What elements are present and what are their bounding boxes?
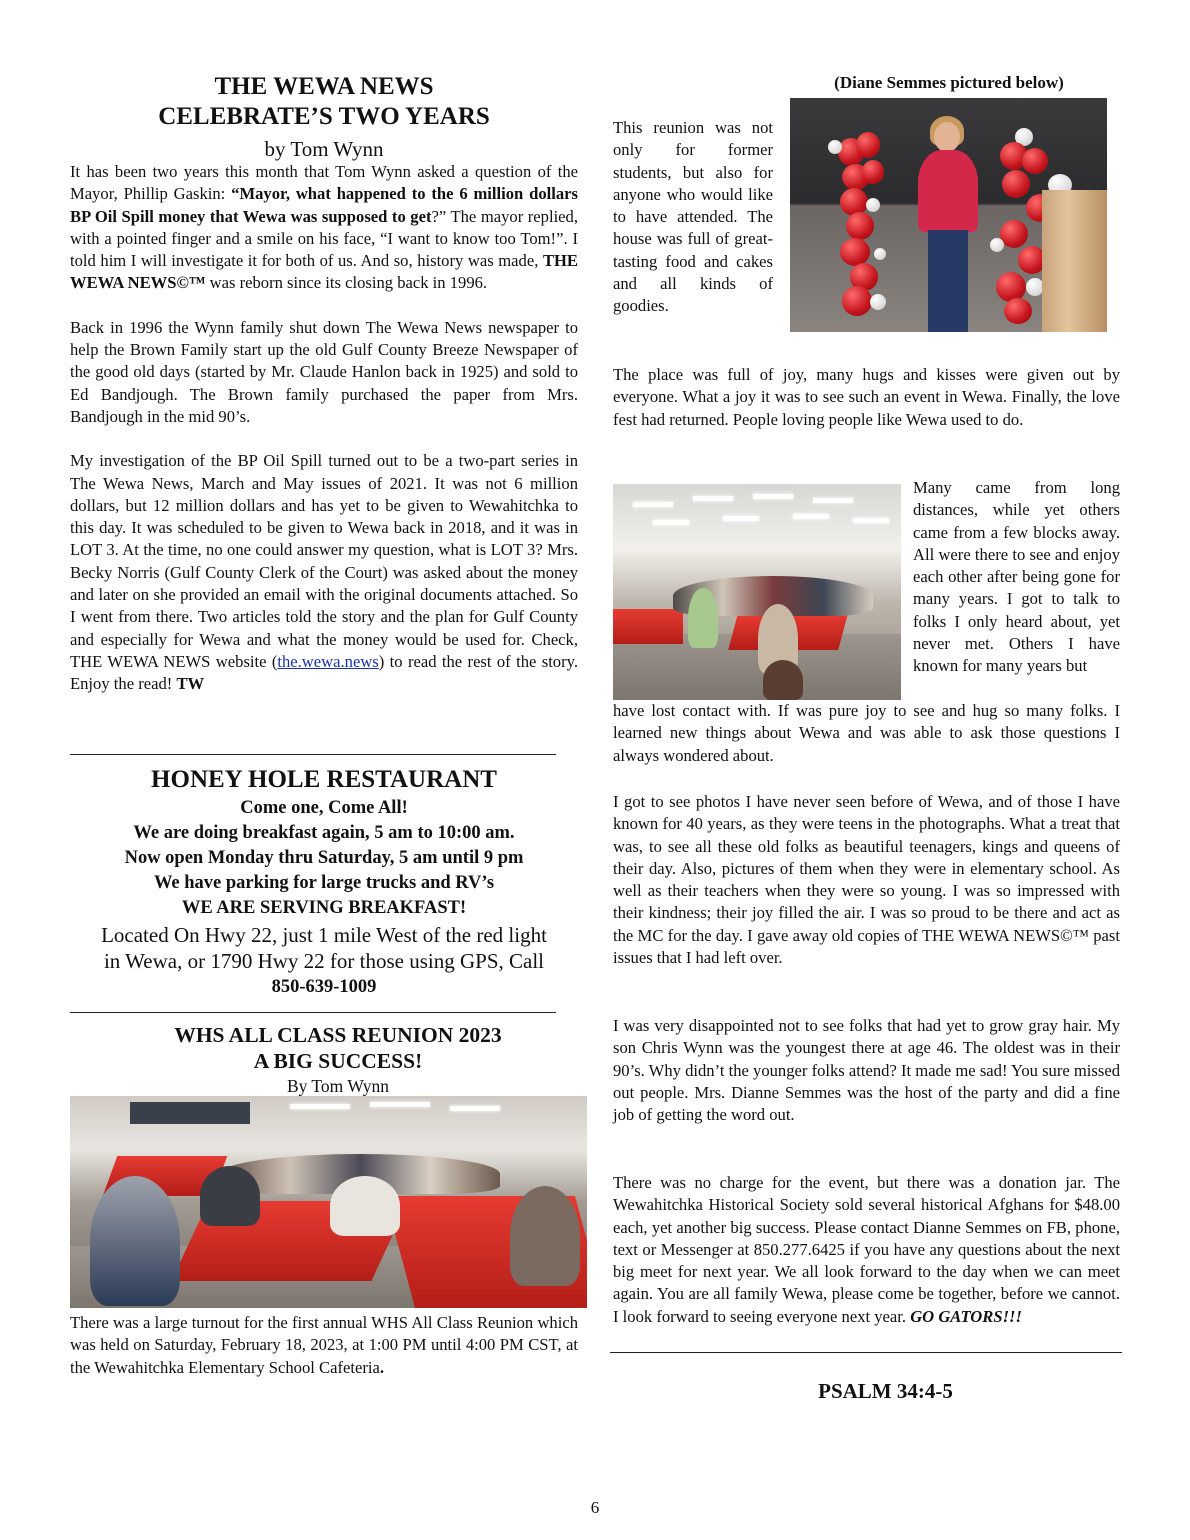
text: ?” The mayor replied, with a pointed finger and a smile on his face, “I want to know too Tom!”. I told him I will investigate it for both of us. And so, history was made, [70, 206, 578, 271]
signature-initials: TW [176, 674, 205, 694]
title-line: CELEBRATE’S TWO YEARS [158, 103, 490, 130]
ad-line: Now open Monday thru Saturday, 5 am until 9 pm [124, 848, 524, 868]
article-byline: By Tom Wynn [286, 1076, 390, 1096]
closing-cheer: GO GATORS!!! [910, 1306, 1022, 1326]
article-body-wewa-news [70, 161, 578, 696]
paragraph [70, 161, 578, 295]
article-title-reunion [100, 1022, 576, 1074]
ad-location: in Wewa, or 1790 Hwy 22 for those using GPS, Call [103, 949, 545, 973]
ad-location: Located On Hwy 22, just 1 mile West of the red light [101, 923, 547, 947]
text: was reborn since its closing back in 1996. [205, 273, 488, 293]
paragraph-distances-continued: have lost contact with. If was pure joy to see and hug so many folks. I learned new things about Wewa and was able to ask those questions I always wondered about. [613, 701, 1120, 765]
bold-question: “Mayor, what happened to the 6 million dollars BP Oil Spill money that Wewa was supposed to get [70, 184, 578, 226]
paragraph-joy: The place was full of joy, many hugs and kisses were given out by everyone. What a joy it was to see such an event in Wewa. Finally, the love fest had returned. People loving people like Wewa used to do. [613, 365, 1120, 429]
restaurant-ad [70, 764, 578, 1000]
paragraph-distances: Many came from long distances, while yet others came from a few blocks away. All were there to see and enjoy each other after being gone for many years. I got to talk to folks I only heard about, yet never met. Others I have known for many years but [913, 478, 1120, 676]
bold-name: THE WEWA NEWS©™ [70, 251, 578, 293]
article-byline: by Tom Wynn [264, 137, 384, 161]
title-line: THE WEWA NEWS [214, 73, 434, 100]
article-title-wewa-news [70, 72, 578, 132]
title-line: WHS ALL CLASS REUNION 2023 [174, 1023, 502, 1047]
text: ) to read the rest of the story. Enjoy the read! [70, 651, 578, 694]
page-number: 6 [590, 1498, 600, 1517]
divider [70, 754, 556, 755]
reunion-crowd-photo [613, 484, 901, 700]
ad-title: HONEY HOLE RESTAURANT [151, 766, 497, 793]
psalm-reference: PSALM 34:4-5 [818, 1379, 953, 1403]
paragraph-donation [613, 1172, 1120, 1328]
ad-phone: 850-639-1009 [271, 977, 377, 997]
reunion-cafeteria-photo [70, 1096, 587, 1308]
text: There was no charge for the event, but there was a donation jar. The Wewahitchka Historical Society sold several historical Afghans for $48.00 each, yet another big success. Please contact Dianne Semmes on FB, phone, text or Messenger at 850.277.6425 if you have any questions about the next big meet for next year. We all look forward to the day when we can meet again. You are all family Wewa, please come be together, before we cannot. I look forward to seeing everyone next year. [613, 1173, 1120, 1326]
paragraph [70, 450, 578, 695]
title-line: A BIG SUCCESS! [253, 1049, 423, 1073]
diane-semmes-photo [790, 98, 1107, 332]
text: There was a large turnout for the first annual WHS All Class Reunion which was held on Saturday, February 18, 2023, at 1:00 PM until 4:00 PM CST, at the Wewahitchka Elementary School Cafeteria [70, 1313, 578, 1377]
website-link[interactable]: the.wewa.news [277, 651, 379, 671]
ad-line: We are doing breakfast again, 5 am to 10:00 am. [133, 823, 515, 843]
ad-line: WE ARE SERVING BREAKFAST! [181, 898, 467, 918]
paragraph: Back in 1996 the Wynn family shut down The Wewa News newspaper to help the Brown Family start up the old Gulf County Breeze Newspaper of the good old days (started by Mr. Claude Hanlon back in 1925) and sold to Ed Bandjough. The Brown family purchased the paper from Mrs. Bandjough in the mid 90’s. [70, 317, 578, 426]
paragraph-disappointed: I was very disappointed not to see folks that had yet to grow gray hair. My son Chris Wynn was the youngest there at age 46. The oldest was in their 90’s. Why didn’t the younger folks attend? It made me sad! You sure missed out people. Mrs. Dianne Semmes was the host of the party and did a fine job of getting the word out. [613, 1016, 1120, 1125]
divider [70, 1012, 556, 1013]
ad-line: We have parking for large trucks and RV’s [153, 873, 495, 893]
paragraph-photos: I got to see photos I have never seen before of Wewa, and of those I have known for 40 years, as they were teens in the photographs. What a treat that was, to see all these old folks as beautiful teenagers, kings and queens of their day. Also, pictures of them when they were in elementary school. As well as their teachers when they were so young. I was so impressed with their kindness; their joy filled the air. I was so proud to be there and act as the MC for the day. I gave away old copies of THE WEWA NEWS©™ past issues that I had left over. [613, 792, 1120, 968]
text: . [379, 1357, 384, 1377]
paragraph-intro: This reunion was not only for former students, but also for anyone who would like to have attended. The house was full of great-tasting food and cakes and all kinds of goodies. [613, 118, 773, 316]
divider [610, 1352, 1122, 1353]
text: My investigation of the BP Oil Spill turned out to be a two-part series in The Wewa News, March and May issues of 2021. It was not 6 million dollars, but 12 million dollars and has yet to be given to Wewahitchka to this day. It was scheduled to be given to Wewa back in 2018, and it was in LOT 3. At the time, no one could answer my question, what is LOT 3? Mrs. Becky Norris (Gulf County Clerk of the Court) was asked about the money and later on she provided an email with the original documents attached. So I went from there. Two articles told the story and the plan for Gulf County and especially for Wewa and what the money would be used for. Check, THE WEWA NEWS website ( [70, 451, 578, 671]
ad-line: Come one, Come All! [240, 798, 408, 818]
photo-caption-reunion [70, 1312, 578, 1379]
text: It has been two years this month that Tom Wynn asked a question of the Mayor, Phillip Gaskin: [70, 162, 578, 204]
photo-caption-top: (Diane Semmes pictured below) [834, 73, 1064, 92]
